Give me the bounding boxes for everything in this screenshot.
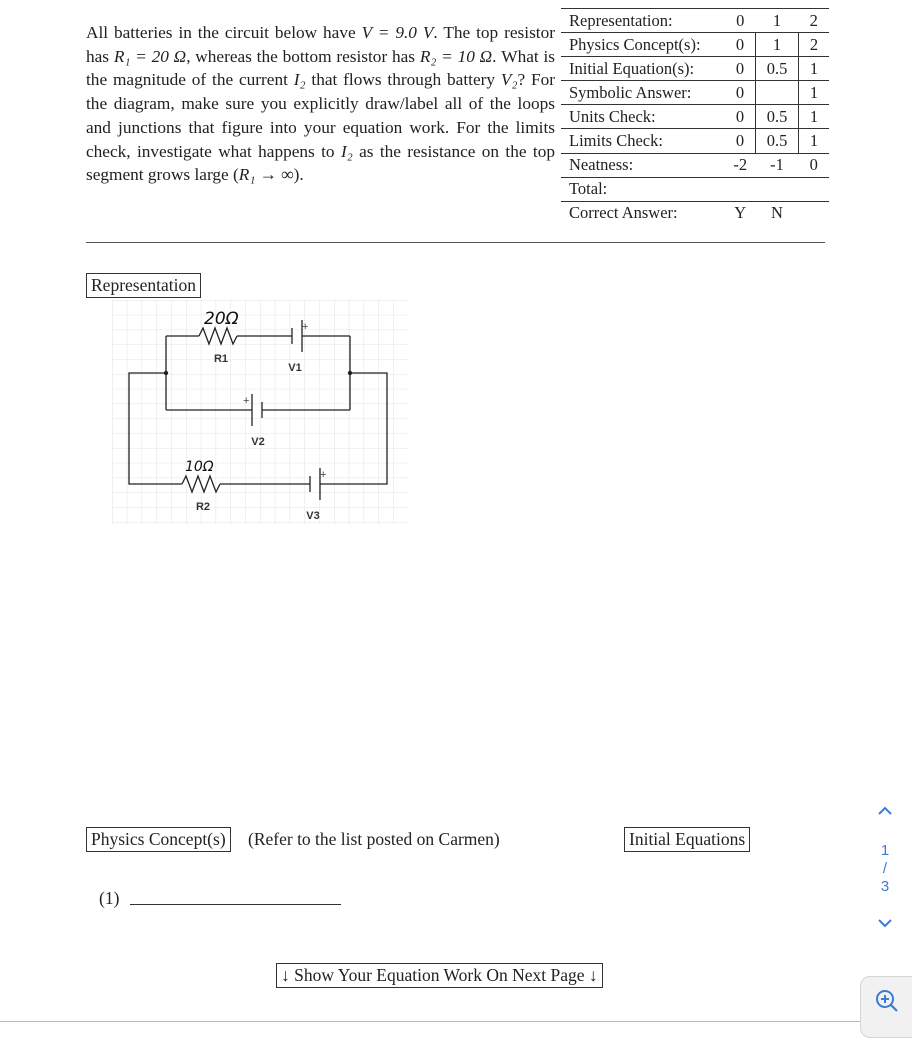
rubric-label: Units Check: [561,105,725,129]
rubric-score: 1 [799,129,830,153]
rubric-score: 1 [799,81,830,105]
v1-label: V1 [288,362,302,374]
rubric-label: Representation: [561,9,725,33]
rubric-score: 0 [725,81,756,105]
rubric-label: Limits Check: [561,129,725,153]
current-page-number: 1 [880,842,890,859]
rubric-label: Neatness: [561,153,725,177]
rubric-score: 0 [725,33,756,57]
junction-left [164,371,168,375]
chevron-down-icon [877,917,893,929]
junction-right [348,371,352,375]
rubric-score: N [756,201,799,225]
rubric-row [561,177,829,201]
page-indicator [872,842,898,896]
rubric-score: Y [725,201,756,225]
v1-plus: + [302,321,309,333]
rubric-score: 0.5 [756,57,799,81]
chevron-up-icon [877,805,893,817]
physics-concepts-note: (Refer to the list posted on Carmen) [248,829,500,849]
previous-page-button[interactable] [872,804,898,828]
rubric-score: 0 [725,129,756,153]
rubric-label: Correct Answer: [561,201,725,225]
v2-label: V2 [251,436,265,448]
r1-label: R1 [213,353,229,365]
section-divider [86,242,825,243]
v3-label: V3 [306,510,320,522]
rubric-label: Total: [561,177,725,201]
next-page-button[interactable] [872,916,898,940]
r1-handwritten-value: 20Ω [204,309,239,329]
rubric-label: Initial Equation(s): [561,57,725,81]
rubric-score [756,177,799,201]
rubric-row [561,33,829,57]
zoom-in-button[interactable] [860,976,912,1038]
initial-equations-label: Initial Equations [624,827,750,852]
rubric-score: 1 [799,57,830,81]
rubric-score: 0.5 [756,105,799,129]
rubric-label: Symbolic Answer: [561,81,725,105]
v3-plus: + [320,469,327,481]
rubric-score: 1 [756,9,799,33]
next-page-banner: ↓ Show Your Equation Work On Next Page ↓ [276,963,603,988]
rubric-score [799,177,830,201]
v2-plus: + [243,395,250,407]
physics-concepts-label: Physics Concept(s) [86,827,231,852]
r2-handwritten-value: 10Ω [185,459,214,475]
page-bottom-edge [0,1021,860,1022]
rubric-score: 0 [725,57,756,81]
rubric-score: 1 [799,105,830,129]
representation-label: Representation [86,273,201,298]
rubric-row [561,81,829,105]
rubric-score: 0 [725,9,756,33]
zoom-in-icon [874,988,900,1014]
rubric-label: Physics Concept(s): [561,33,725,57]
grading-rubric [561,8,829,225]
grid-background [112,300,408,524]
rubric-row [561,105,829,129]
problem-statement: All batteries in the circuit below have V = 9.0 V. The top resistor has R₁ = 20 Ω, whereas the bottom resistor has R₂ = 10 Ω. What is the magnitude of the current I₂ that flows through battery V₂? For the diagram, make sure you explicitly draw/label all of the loops and junctions that figure into your equation work. For the limits check, investigate what happens to I₂ as the resistance on the top segment grows large (R₁ → ∞). [86,23,556,185]
rubric-row [561,9,829,33]
total-pages: 3 [880,878,890,895]
rubric-row [561,201,829,225]
rubric-score: 2 [799,9,830,33]
rubric-row [561,153,829,177]
r2-label: R2 [195,501,211,513]
rubric-row [561,129,829,153]
rubric-row [561,57,829,81]
rubric-score: -2 [725,153,756,177]
rubric-score: 0 [725,105,756,129]
page-separator: / [882,860,888,877]
rubric-score: 2 [799,33,830,57]
rubric-score: 1 [756,33,799,57]
rubric-score [756,81,799,105]
circuit-diagram [112,300,408,524]
concept-item-number: (1) [99,888,120,908]
rubric-score [799,201,830,225]
concept-answer-line[interactable] [130,904,341,905]
rubric-score [725,177,756,201]
rubric-score: 0.5 [756,129,799,153]
rubric-score: 0 [799,153,830,177]
rubric-score: -1 [756,153,799,177]
